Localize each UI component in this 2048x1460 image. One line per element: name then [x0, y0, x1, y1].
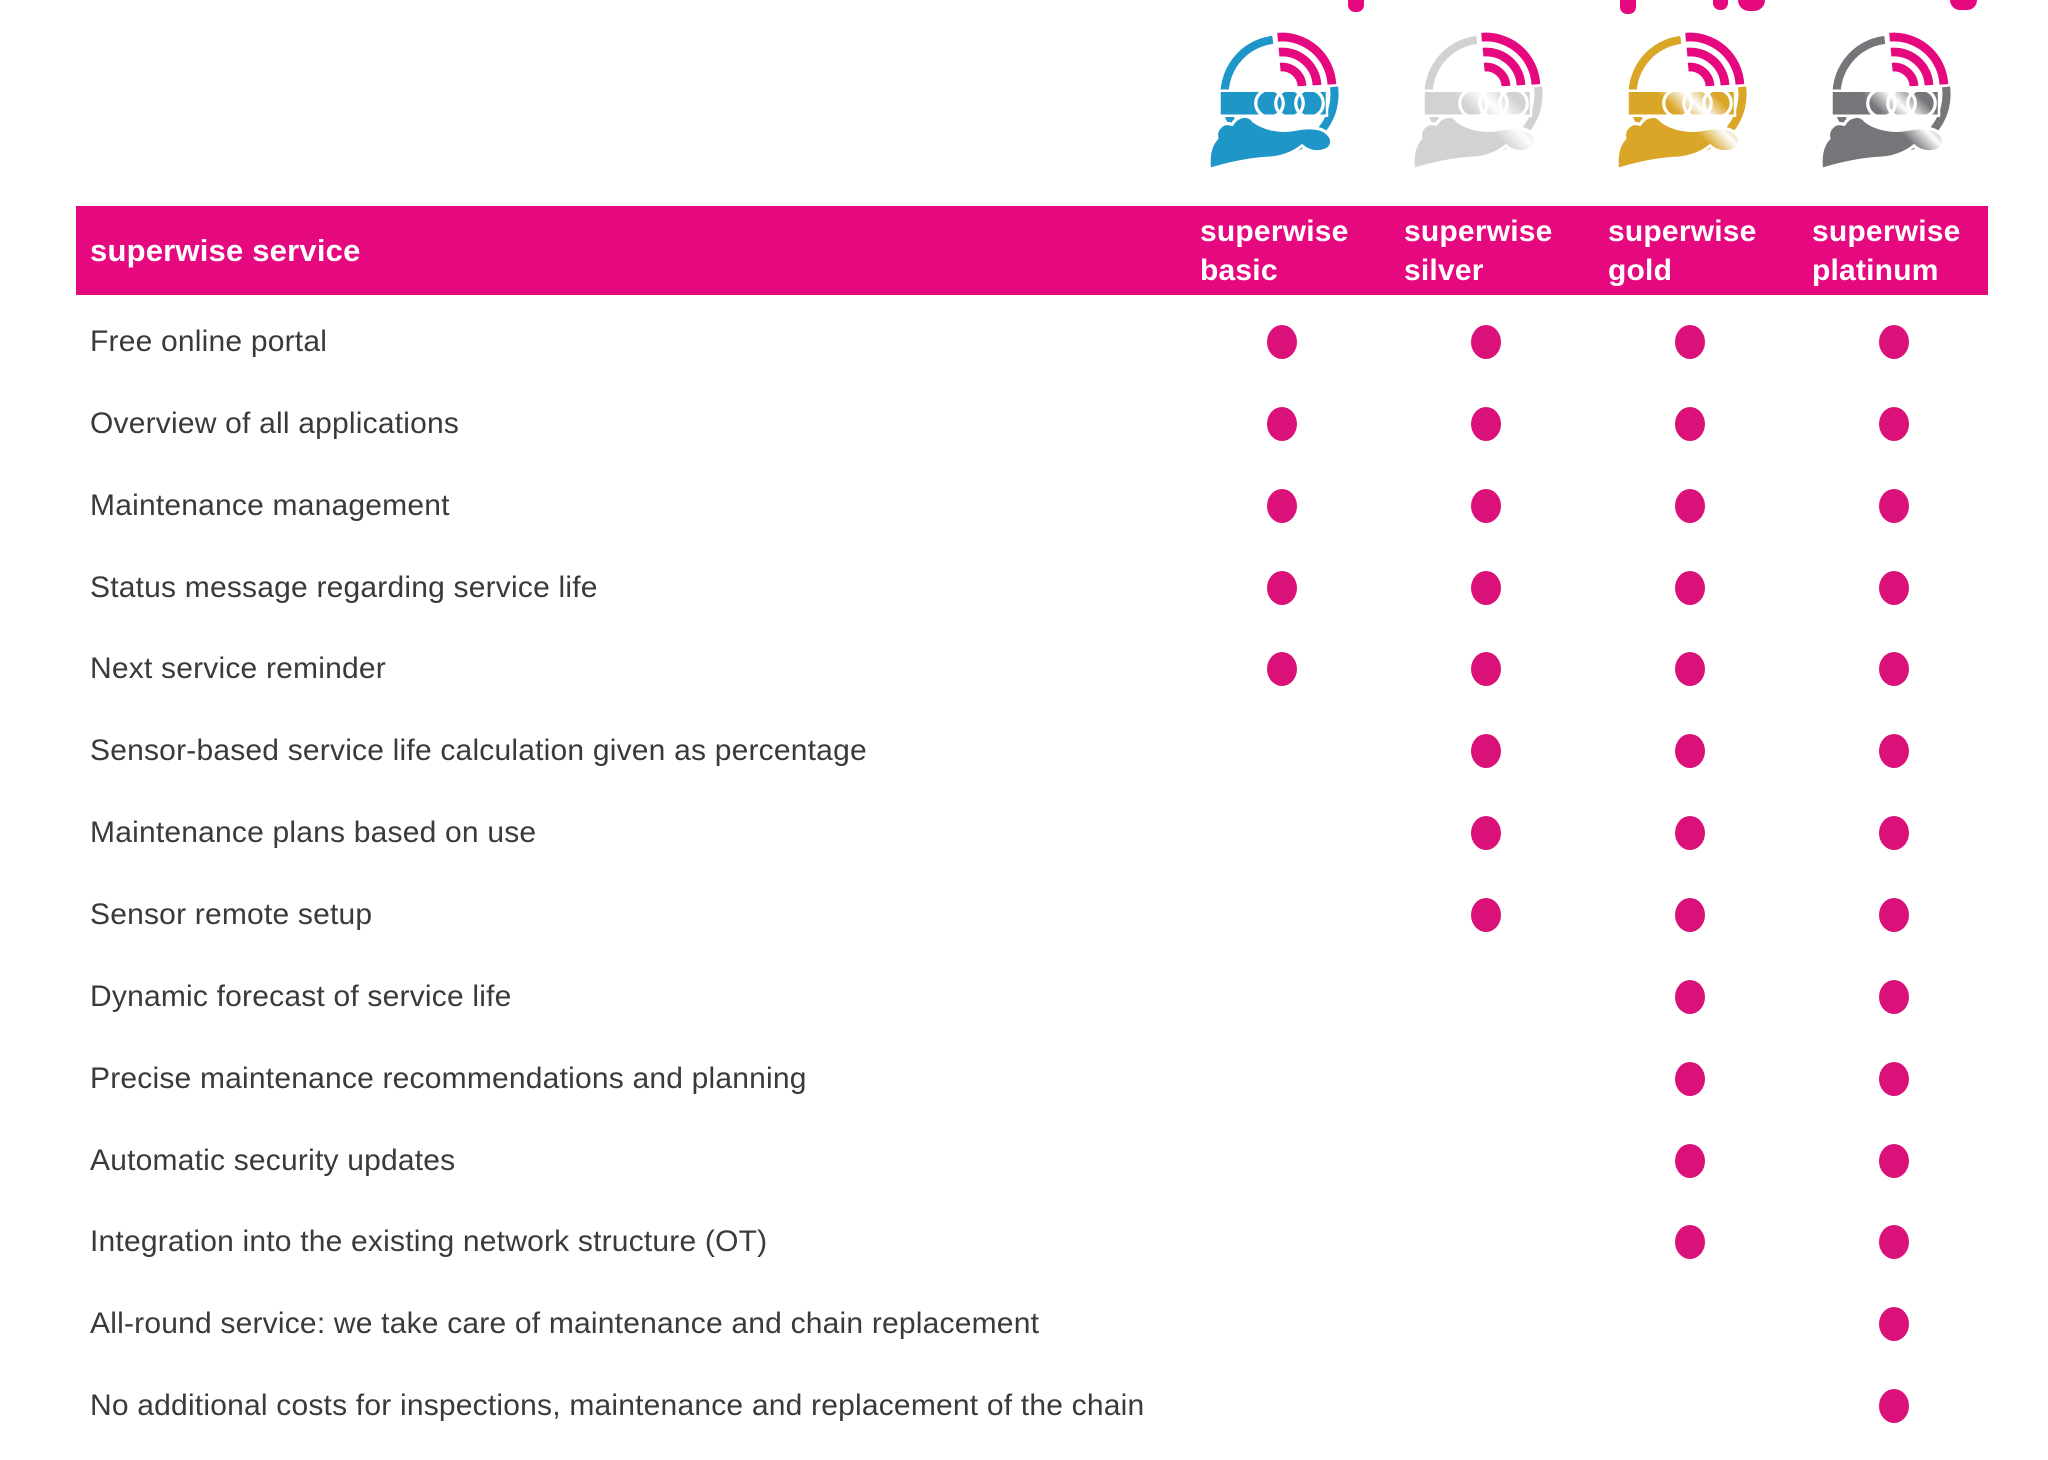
included-dot-platinum — [1879, 734, 1909, 768]
wifi-arc — [1484, 67, 1506, 86]
column-header-line2: platinum — [1812, 254, 1939, 287]
feature-label: No additional costs for inspections, maintenance and replacement of the chain — [90, 1389, 1145, 1422]
tier-logo-platinum-icon — [1819, 22, 1969, 172]
service-column-header: superwise service — [90, 232, 361, 268]
feature-label: Dynamic forecast of service life — [90, 980, 512, 1013]
included-dot-gold — [1675, 489, 1705, 523]
included-dot-platinum — [1879, 816, 1909, 850]
included-dot-platinum — [1879, 898, 1909, 932]
feature-label: Integration into the existing network structure (OT) — [90, 1225, 768, 1258]
included-dot-platinum — [1879, 571, 1909, 605]
feature-label: Free online portal — [90, 325, 328, 358]
wifi-arc — [1280, 67, 1302, 86]
included-dot-gold — [1675, 652, 1705, 686]
included-dot-platinum — [1879, 980, 1909, 1014]
wifi-arc — [1688, 67, 1710, 86]
included-dot-silver — [1471, 816, 1501, 850]
tier-logo-gold-icon — [1615, 22, 1765, 172]
included-dot-platinum — [1879, 1225, 1909, 1259]
chain-band — [1220, 91, 1328, 116]
included-dot-platinum — [1879, 1389, 1909, 1423]
tier-logo-basic-icon — [1207, 22, 1357, 172]
headline-fragment — [1620, 0, 1636, 14]
tier-icon-basic — [1207, 22, 1357, 172]
column-header-basic — [1200, 212, 1349, 290]
feature-label: Maintenance management — [90, 489, 450, 522]
feature-label: Sensor remote setup — [90, 898, 373, 931]
included-dot-basic — [1267, 489, 1297, 523]
feature-label: Overview of all applications — [90, 407, 460, 440]
column-header-line2: gold — [1608, 254, 1673, 287]
included-dot-platinum — [1879, 1062, 1909, 1096]
included-dot-basic — [1267, 325, 1297, 359]
headline-fragment — [1348, 0, 1364, 12]
headline-fragment — [1950, 0, 1977, 10]
tier-icon-silver — [1411, 22, 1561, 172]
tier-logo-silver-icon — [1411, 22, 1561, 172]
hand-shape — [1209, 116, 1332, 169]
included-dot-gold — [1675, 816, 1705, 850]
feature-label: Status message regarding service life — [90, 571, 598, 604]
column-header-line2: silver — [1404, 254, 1484, 287]
included-dot-gold — [1675, 325, 1705, 359]
feature-label: Automatic security updates — [90, 1144, 456, 1177]
included-dot-platinum — [1879, 489, 1909, 523]
included-dot-basic — [1267, 652, 1297, 686]
included-dot-silver — [1471, 571, 1501, 605]
hand-shape — [1617, 116, 1740, 169]
included-dot-silver — [1471, 734, 1501, 768]
included-dot-platinum — [1879, 652, 1909, 686]
included-dot-gold — [1675, 407, 1705, 441]
included-dot-platinum — [1879, 1307, 1909, 1341]
headline-fragment — [1738, 0, 1765, 11]
chain-band — [1628, 91, 1736, 116]
included-dot-silver — [1471, 652, 1501, 686]
feature-label: Maintenance plans based on use — [90, 816, 537, 849]
column-header-line2: basic — [1200, 254, 1278, 287]
column-header-line1: superwise — [1404, 215, 1553, 248]
included-dot-gold — [1675, 898, 1705, 932]
tier-icon-gold — [1615, 22, 1765, 172]
column-header-line1: superwise — [1608, 215, 1757, 248]
chain-band — [1832, 91, 1940, 116]
included-dot-basic — [1267, 571, 1297, 605]
included-dot-platinum — [1879, 1144, 1909, 1178]
included-dot-platinum — [1879, 325, 1909, 359]
included-dot-silver — [1471, 325, 1501, 359]
column-header-gold — [1608, 212, 1757, 290]
included-dot-silver — [1471, 898, 1501, 932]
included-dot-basic — [1267, 407, 1297, 441]
feature-label: Sensor-based service life calculation given as percentage — [90, 734, 867, 767]
included-dot-gold — [1675, 734, 1705, 768]
feature-label: All-round service: we take care of maintenance and chain replacement — [90, 1307, 1040, 1340]
tier-icon-platinum — [1819, 22, 1969, 172]
hand-shape — [1821, 116, 1944, 169]
included-dot-gold — [1675, 1062, 1705, 1096]
feature-label: Next service reminder — [90, 652, 386, 685]
included-dot-silver — [1471, 407, 1501, 441]
included-dot-gold — [1675, 1144, 1705, 1178]
included-dot-gold — [1675, 571, 1705, 605]
included-dot-gold — [1675, 980, 1705, 1014]
feature-label: Precise maintenance recommendations and planning — [90, 1062, 807, 1095]
included-dot-gold — [1675, 1225, 1705, 1259]
chain-band — [1424, 91, 1532, 116]
headline-fragment — [1713, 0, 1728, 10]
column-header-platinum — [1812, 212, 1961, 290]
hand-shape — [1413, 116, 1536, 169]
column-header-line1: superwise — [1200, 215, 1349, 248]
included-dot-platinum — [1879, 407, 1909, 441]
column-header-line1: superwise — [1812, 215, 1961, 248]
column-header-silver — [1404, 212, 1553, 290]
included-dot-silver — [1471, 489, 1501, 523]
wifi-arc — [1892, 67, 1914, 86]
